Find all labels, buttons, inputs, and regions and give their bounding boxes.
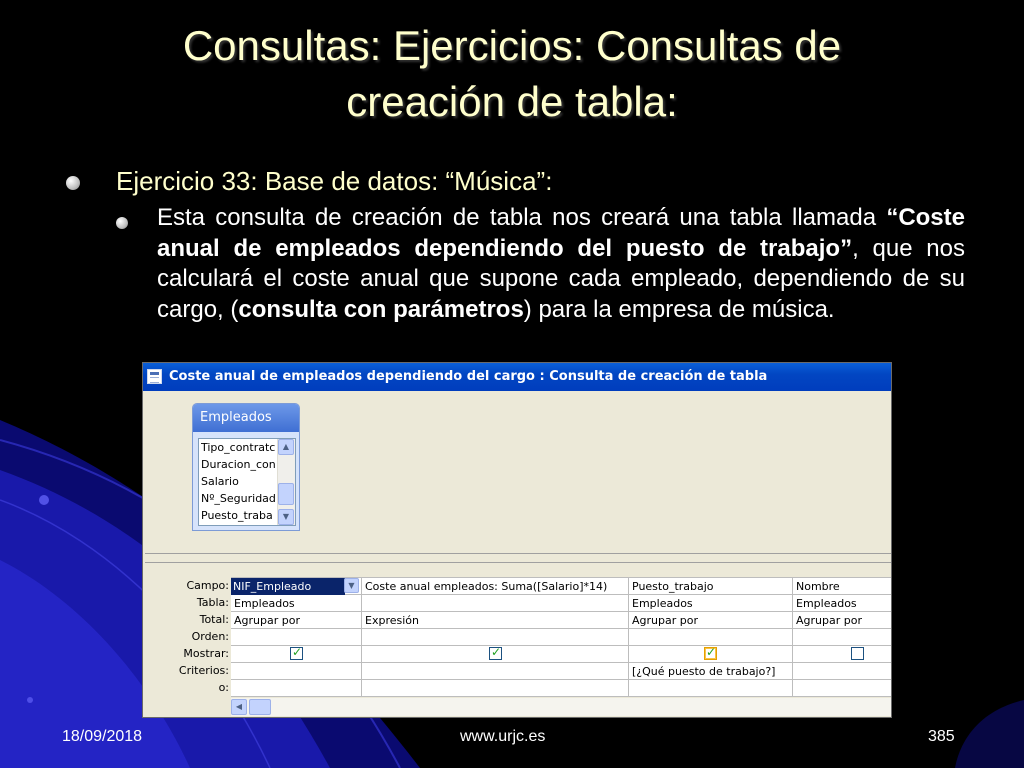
campo-cell-nombre[interactable]: Nombre	[796, 580, 840, 593]
para-text-3: ) para la empresa de música.	[523, 295, 835, 323]
row-label-campo: Campo:	[186, 579, 229, 592]
row-label-mostrar: Mostrar:	[183, 647, 229, 660]
grid-column-nif	[231, 577, 362, 697]
tabla-cell[interactable]: Empleados	[632, 597, 693, 610]
window-title: Coste anual de empleados dependiendo del cargo : Consulta de creación de tabla	[169, 369, 768, 384]
field-item[interactable]: Duracion_con	[201, 458, 276, 471]
scroll-up-icon[interactable]: ▲	[278, 439, 294, 455]
row-label-o: o:	[218, 681, 229, 694]
total-cell[interactable]: Agrupar por	[632, 614, 698, 627]
field-item[interactable]: Tipo_contratc	[201, 441, 276, 454]
total-cell[interactable]: Agrupar por	[234, 614, 300, 627]
grid-column-nombre	[793, 577, 891, 697]
slide-title-line2: creación de tabla:	[346, 78, 678, 125]
bullet-dot-icon	[116, 217, 128, 229]
design-grid-pane	[145, 563, 891, 717]
scroll-thumb[interactable]	[249, 699, 271, 715]
para-text-1: Esta consulta de creación de tabla nos creará una tabla llamada	[157, 204, 887, 231]
footer-url: www.urjc.es	[460, 728, 546, 745]
slide-title-line1: Consultas: Ejercicios: Consultas de	[182, 22, 842, 69]
footer-page-number: 385	[928, 728, 955, 745]
field-list	[198, 438, 296, 526]
campo-cell-nif[interactable]: NIF_Empleado	[231, 578, 345, 595]
para-bold-table-name: “Coste anual de empleados dependiendo del puesto de trabajo”	[157, 204, 965, 262]
field-list-scrollbar[interactable]	[277, 439, 295, 525]
bullet-level1-text: Ejercicio 33: Base de datos: “Música”:	[116, 166, 553, 196]
tabla-cell[interactable]: Empleados	[234, 597, 295, 610]
mostrar-checkbox[interactable]	[489, 647, 502, 660]
access-query-window	[142, 362, 892, 718]
scroll-left-icon[interactable]: ◀	[231, 699, 247, 715]
row-label-tabla: Tabla:	[196, 596, 229, 609]
query-icon	[147, 369, 162, 384]
field-item[interactable]: Salario	[201, 475, 239, 488]
field-item[interactable]: Nº_Seguridad	[201, 492, 276, 505]
window-titlebar[interactable]	[143, 363, 891, 391]
total-cell[interactable]: Expresión	[365, 614, 419, 627]
campo-cell-puesto[interactable]: Puesto_trabajo	[632, 580, 714, 593]
bullet-dot-icon	[66, 176, 80, 190]
para-text-2: , que nos calculará el coste anual que supone cada empleado, dependiendo de su cargo, (	[157, 234, 965, 323]
scroll-down-icon[interactable]: ▼	[278, 509, 294, 525]
row-label-orden: Orden:	[191, 630, 229, 643]
grid-hscrollbar[interactable]	[231, 698, 891, 716]
mostrar-checkbox[interactable]	[851, 647, 864, 660]
mostrar-checkbox[interactable]	[290, 647, 303, 660]
scroll-thumb[interactable]	[278, 483, 294, 505]
total-cell[interactable]: Agrupar por	[796, 614, 862, 627]
criterios-cell[interactable]: [¿Qué puesto de trabajo?]	[632, 665, 776, 678]
row-label-total: Total:	[199, 613, 229, 626]
field-item[interactable]: Puesto_traba	[201, 509, 273, 522]
grid-column-coste	[362, 577, 629, 697]
table-box-empleados[interactable]	[192, 403, 300, 531]
query-design-grid	[231, 577, 891, 697]
mostrar-checkbox[interactable]	[704, 647, 717, 660]
row-label-criterios: Criterios:	[178, 664, 229, 677]
para-bold-params: consulta con parámetros	[238, 295, 524, 323]
bullet-level2-text	[157, 203, 965, 325]
grid-column-puesto	[629, 577, 793, 697]
table-box-header[interactable]: Empleados	[193, 404, 299, 432]
tabla-cell[interactable]: Empleados	[796, 597, 857, 610]
table-pane	[145, 394, 891, 566]
pane-splitter[interactable]	[145, 553, 891, 563]
slide-title	[40, 18, 984, 130]
campo-cell-coste[interactable]: Coste anual empleados: Suma([Salario]*14)	[365, 580, 608, 593]
chevron-down-icon[interactable]: ▼	[344, 578, 359, 593]
footer-date: 18/09/2018	[62, 728, 143, 745]
